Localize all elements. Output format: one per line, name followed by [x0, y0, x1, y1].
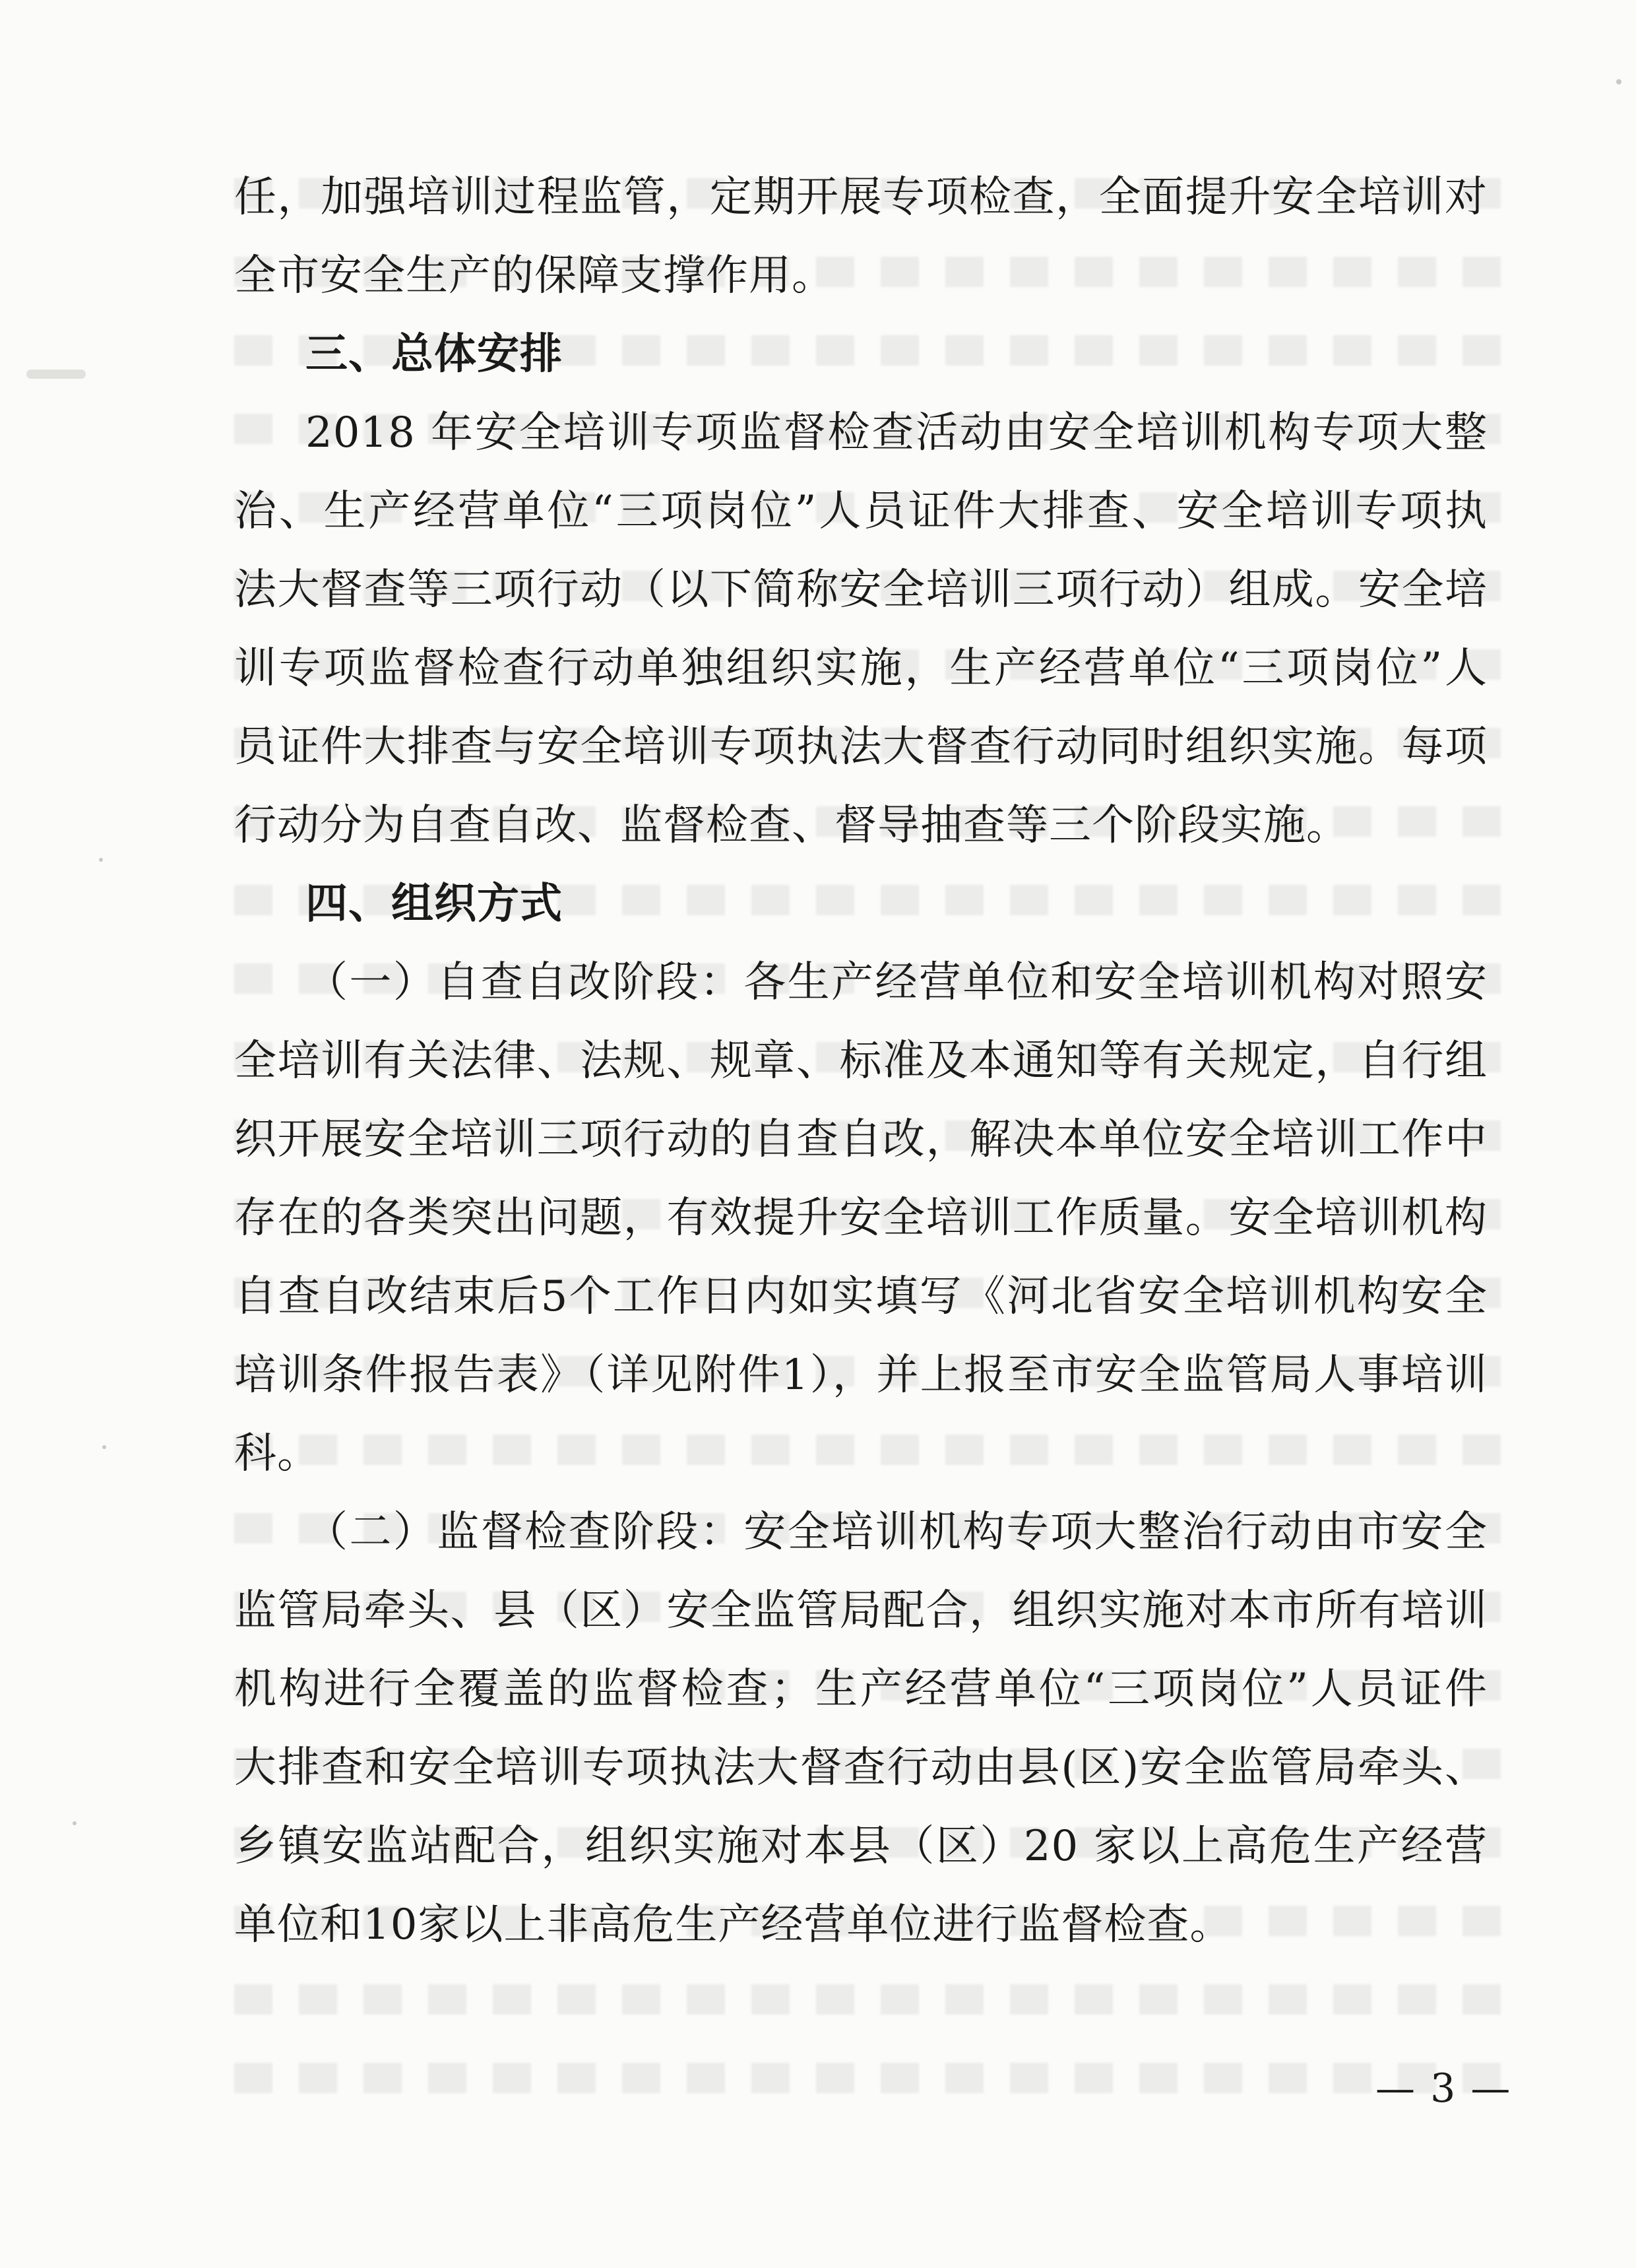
document-body — [234, 158, 1488, 1964]
paragraph — [234, 394, 1488, 865]
text-line: 机构进行全覆盖的监督检查；生产经营单位“三项岗位”人员证件 — [234, 1665, 1488, 1714]
scan-speck — [102, 1445, 106, 1449]
section-heading — [234, 315, 1488, 394]
show-through-line — [234, 2063, 1501, 2093]
text-line: 大排查和安全培训专项执法大督查行动由县(区)安全监管局牵头、 — [234, 1743, 1488, 1792]
text-line: 存在的各类突出问题，有效提升安全培训工作质量。安全培训机构 — [234, 1194, 1488, 1243]
scan-speck — [73, 1821, 77, 1825]
text-line: （二）监督检查阶段：安全培训机构专项大整治行动由市安全 — [305, 1508, 1488, 1557]
text-line: 全培训有关法律、法规、规章、标准及本通知等有关规定，自行组 — [234, 1037, 1488, 1085]
text-line: 员证件大排查与安全培训专项执法大督查行动同时组织实施。每项 — [234, 723, 1488, 771]
text-line: 织开展安全培训三项行动的自查自改，解决本单位安全培训工作中 — [234, 1115, 1488, 1164]
text-line: 监管局牵头、县（区）安全监管局配合，组织实施对本市所有培训 — [234, 1586, 1488, 1635]
paragraph — [234, 944, 1488, 1493]
scan-speck — [26, 370, 86, 379]
paragraph — [234, 158, 1488, 315]
text-line: 行动分为自查自改、监督检查、督导抽查等三个阶段实施。 — [234, 801, 1349, 850]
heading-text: 三、总体安排 — [305, 330, 563, 379]
scan-speck — [99, 858, 103, 862]
scan-speck — [1616, 79, 1621, 84]
text-line: （一）自查自改阶段：各生产经营单位和安全培训机构对照安 — [305, 958, 1488, 1007]
text-line: 2018 年安全培训专项监督检查活动由安全培训机构专项大整 — [305, 408, 1488, 457]
text-line: 培训条件报告表》（详见附件1），并上报至市安全监管局人事培训 — [234, 1351, 1488, 1400]
page-number: — 3 — — [1375, 2065, 1512, 2112]
show-through-line — [234, 1984, 1501, 2015]
text-line: 科。 — [234, 1429, 320, 1478]
text-line: 单位和10家以上非高危生产经营单位进行监督检查。 — [234, 1900, 1233, 1949]
paragraph — [234, 1493, 1488, 1964]
section-heading — [234, 865, 1488, 944]
text-line: 全市安全生产的保障支撑作用。 — [234, 251, 834, 300]
text-line: 训专项监督检查行动单独组织实施，生产经营单位“三项岗位”人 — [234, 644, 1488, 693]
text-line: 治、生产经营单位“三项岗位”人员证件大排查、安全培训专项执 — [234, 487, 1488, 536]
text-line: 法大督查等三项行动（以下简称安全培训三项行动）组成。安全培 — [234, 566, 1488, 614]
heading-text: 四、组织方式 — [305, 880, 563, 928]
text-line: 任，加强培训过程监管，定期开展专项检查，全面提升安全培训对 — [234, 173, 1488, 222]
text-line: 乡镇安监站配合，组织实施对本县（区）20 家以上高危生产经营 — [234, 1822, 1488, 1871]
text-line: 自查自改结束后5个工作日内如实填写《河北省安全培训机构安全 — [234, 1272, 1488, 1321]
